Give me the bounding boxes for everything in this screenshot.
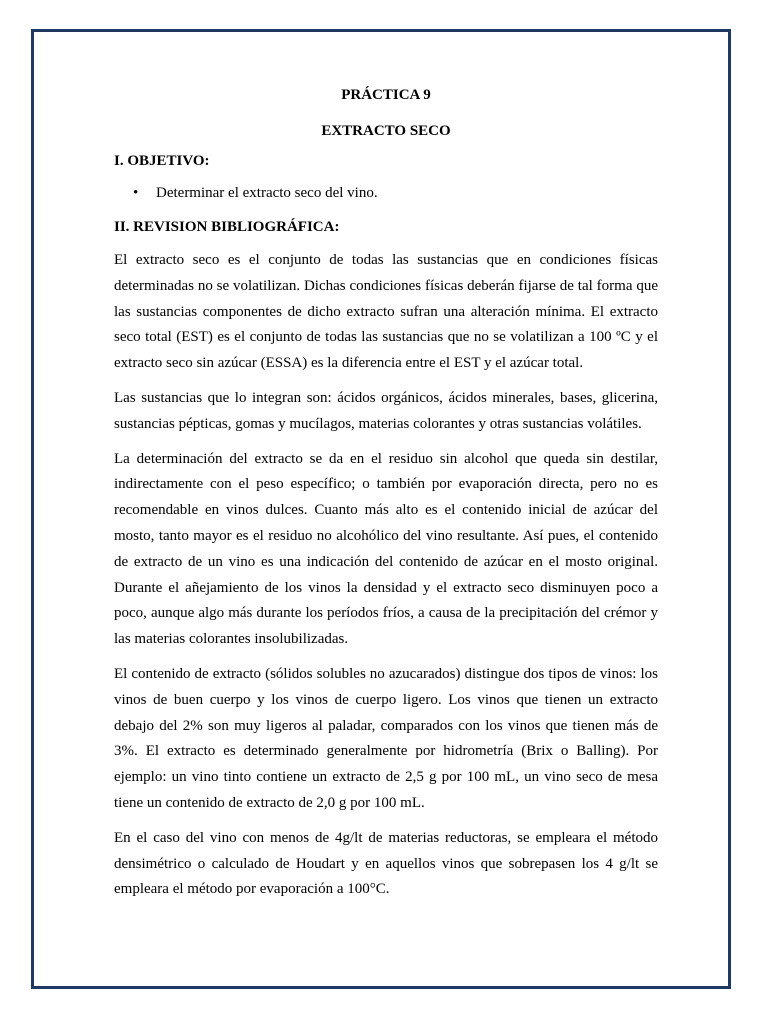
practice-subtitle: EXTRACTO SECO	[321, 123, 451, 139]
practice-title: PRÁCTICA 9	[341, 87, 431, 103]
paragraph-2: Las sustancias que lo integran son: ácidos orgánicos, ácidos minerales, bases, glicerina, sustancias pépticas, gomas y mucílagos, materias colorantes y otras sustancias volátiles.	[114, 389, 658, 432]
document-body	[114, 80, 658, 903]
section-heading-objetivo: I. OBJETIVO:	[114, 153, 210, 169]
list-item	[114, 180, 658, 206]
paragraph-1: El extracto seco es el conjunto de todas las sustancias que en condiciones físicas determinadas no se volatilizan. Dichas condiciones físicas deberán fijarse de tal forma que las sustancias componentes de dicho extracto sufran una alteración mínima. El extracto seco total (EST) es el conjunto de todas las sustancias que no se volatilizan a 100 ºC y el extracto seco sin azúcar (ESSA) es la diferencia entre el EST y el azúcar total.	[114, 252, 658, 372]
section-heading-revision: II. REVISION BIBLIOGRÁFICA:	[114, 219, 340, 235]
paragraph-4: El contenido de extracto (sólidos solubles no azucarados) distingue dos tipos de vinos: los vinos de buen cuerpo y los vinos de cuerpo ligero. Los vinos que tienen un extracto debajo del 2% son muy ligeros al paladar, comparados con los vinos que tienen más de 3%. El extracto es determinado generalmente por hidrometría (Brix o Balling). Por ejemplo: un vino tinto contiene un extracto de 2,5 g por 100 mL, un vino seco de mesa tiene un contenido de extracto de 2,0 g por 100 mL.	[114, 665, 658, 811]
objective-text: Determinar el extracto seco del vino.	[156, 185, 378, 201]
objective-list	[114, 180, 658, 206]
bullet-icon: •	[133, 185, 139, 201]
paragraph-5: En el caso del vino con menos de 4g/lt de materias reductoras, se empleara el método densimétrico o calculado de Houdart y en aquellos vinos que sobrepasen los 4 g/lt se empleara el método por evaporación a 100°C.	[114, 829, 658, 898]
paragraph-3: La determinación del extracto se da en el residuo sin alcohol que queda sin destilar, indirectamente con el peso específico; o también por evaporación directa, pero no es recomendable en vinos dulces. Cuanto más alto es el contenido inicial de azúcar del mosto, tanto mayor es el residuo no alcohólico del vino resultante. Así pues, el contenido de extracto de un vino es una indicación del contenido de azúcar en el mosto original. Durante el añejamiento de los vinos la densidad y el extracto seco disminuyen poco a poco, aunque algo más durante los períodos fríos, a causa de la precipitación del crémor y las materias colorantes insolubilizadas.	[114, 450, 658, 648]
